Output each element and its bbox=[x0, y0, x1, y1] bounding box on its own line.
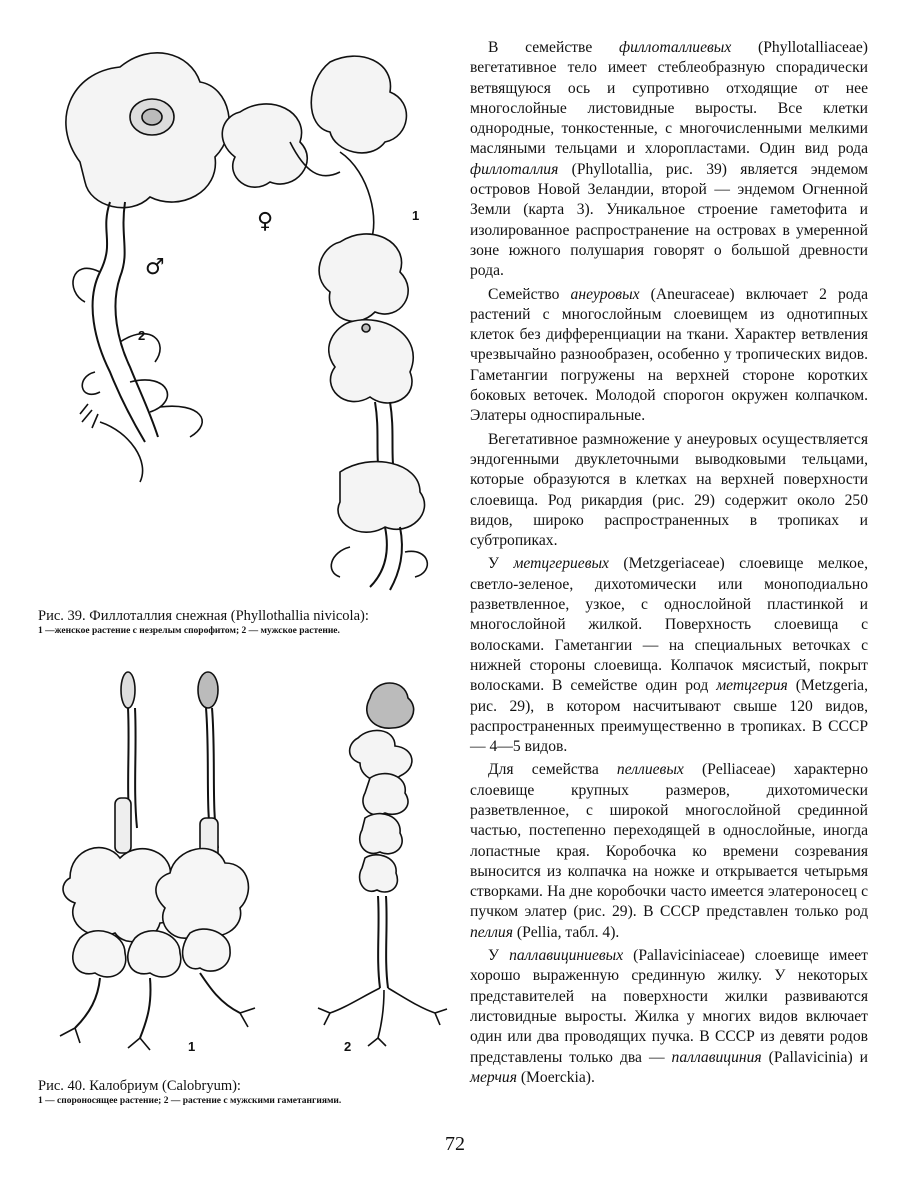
figure-40-illustration bbox=[40, 668, 460, 1063]
figure-40-caption bbox=[38, 1078, 448, 1107]
figure-39-caption-note: 1 —женское растение с незрелым спорофитом; 2 — мужское растение. bbox=[38, 626, 340, 636]
text-run: (Metzgeria, рис. 29), в котором насчитывают свыше 120 видов, распространенных преимущественно в тропиках. В СССР — 4—5 видов. bbox=[470, 677, 868, 756]
italic-term: мерчия bbox=[470, 1068, 517, 1086]
italic-term: паллавициниевых bbox=[509, 947, 624, 965]
text-run: У bbox=[488, 555, 514, 573]
italic-term: паллавициния bbox=[671, 1048, 762, 1066]
male-symbol: ♂ bbox=[145, 255, 165, 280]
text-run: (Moerckia). bbox=[516, 1068, 595, 1086]
italic-term: филлоталлия bbox=[470, 160, 559, 178]
figure-40-caption-note: 1 — спороносящее растение; 2 — растение с мужскими гаметангиями. bbox=[38, 1096, 342, 1106]
italic-term: филлоталлиевых bbox=[619, 39, 732, 56]
paragraph bbox=[470, 554, 868, 757]
italic-term: метцгериевых bbox=[513, 555, 609, 573]
body-text-column bbox=[470, 38, 868, 1091]
fig40-label-2: 2 bbox=[344, 1039, 352, 1054]
italic-term: пеллиевых bbox=[616, 761, 684, 779]
text-run: Семейство bbox=[488, 285, 571, 303]
text-run: (Pelliaceae) характерно слоевище крупных размеров, дихотомически разветвленное, с широкой многослойной срединной частью, постепенно переходящей в однослойные, иногда лопастные края. Коробочка ко времени созревания выносится из колпачка на ножке и открывается четырьмя створками. На дне коробочки часто имеется элатероносец с пучком элатер (рис. 29). В СССР представлен только род bbox=[470, 761, 868, 921]
figure-39-caption-title: Рис. 39. Филлоталлия снежная (Phyllothallia nivicola): bbox=[38, 608, 369, 624]
paragraph bbox=[470, 946, 868, 1088]
paragraph bbox=[470, 285, 868, 427]
sporophyte-plant-drawing bbox=[60, 672, 255, 1050]
fig40-label-1: 1 bbox=[188, 1039, 196, 1054]
page-number: 72 bbox=[445, 1133, 465, 1155]
figure-40-caption-title: Рис. 40. Калобриум (Calobryum): bbox=[38, 1078, 241, 1094]
fig39-label-1: 1 bbox=[412, 208, 420, 223]
paragraph bbox=[470, 760, 868, 943]
text-run: Для семейства bbox=[488, 761, 617, 779]
text-run: (Metzgeriaceae) слоевище мелкое, светло-зеленое, дихотомически или моноподиально разветвленное, узкое, с однослойной пластинкой и многослойной жилкой. Поверхность слоевища с волосками. Гаметангии — на специальных веточках с нижней стороны слоевища. Колпачок мясистый, покрыт волосками. В семействе один род bbox=[470, 555, 868, 695]
text-run: (Pallavicinia) и bbox=[761, 1048, 868, 1066]
italic-term: пеллия bbox=[470, 923, 513, 941]
text-run: (Pellia, табл. 4). bbox=[512, 923, 620, 941]
figure-39-caption bbox=[38, 608, 448, 637]
text-run: (Phyllotallia, рис. 39) является эндемом островов Новой Зеландии, второй — эндемом Огненной Земли (карта 3). Уникальное строение гаметофита и изолированное распространение на островах в умеренной зоне южного полушария говорят о большой древности рода. bbox=[470, 160, 868, 280]
text-run: (Pallaviciniaceae) слоевище имеет хорошо выраженную срединную жилку. У некоторых представителей на поверхности жилки развиваются листовидные выросты. Жилка у многих видов включает один или два проводящих пучка. В СССР из девяти родов представлены только два — bbox=[470, 947, 868, 1066]
paragraph bbox=[470, 38, 868, 282]
italic-term: метцгерия bbox=[716, 677, 788, 695]
paragraph bbox=[470, 430, 868, 552]
figure-39-illustration bbox=[40, 42, 460, 602]
female-symbol: ♀ bbox=[257, 209, 274, 234]
text-run: У bbox=[488, 947, 510, 965]
fig39-label-2: 2 bbox=[138, 328, 146, 343]
male-gametangia-plant-drawing bbox=[318, 683, 447, 1046]
text-run: В семействе bbox=[488, 39, 619, 56]
text-run: Вегетативное размножение у анеуровых осуществляется эндогенными двуклеточными выводковыми тельцами, которые образуются в клетках на верхней поверхности слоевища. Род рикардия (рис. 29) содержит около 250 видов, широко распространенных в тропиках и субтропиках. bbox=[470, 430, 868, 550]
text-run: (Aneuraceae) включает 2 рода растений с многослойным слоевищем из однотипных клеток без дифференциации на ткани. Характер ветвления чрезвычайно разнообразен, особенно у тропических видов. Гаметангии погружены на верхней стороне коротких боковых веточек. Молодой спорогон окружен колпачком. Элатеры односпиральные. bbox=[470, 285, 868, 425]
italic-term: анеуровых bbox=[570, 285, 640, 303]
text-run: (Phyllotalliaceae) вегетативное тело имеет стеблеобразную спорадически ветвящуюся ось и супротивно отходящие от нее многослойные листовидные выросты. Все клетки однородные, тонкостенные, с многочисленными мелкими масляными тельцами и хлоропластами. Один вид рода bbox=[470, 39, 868, 158]
female-plant-drawing bbox=[222, 56, 427, 590]
